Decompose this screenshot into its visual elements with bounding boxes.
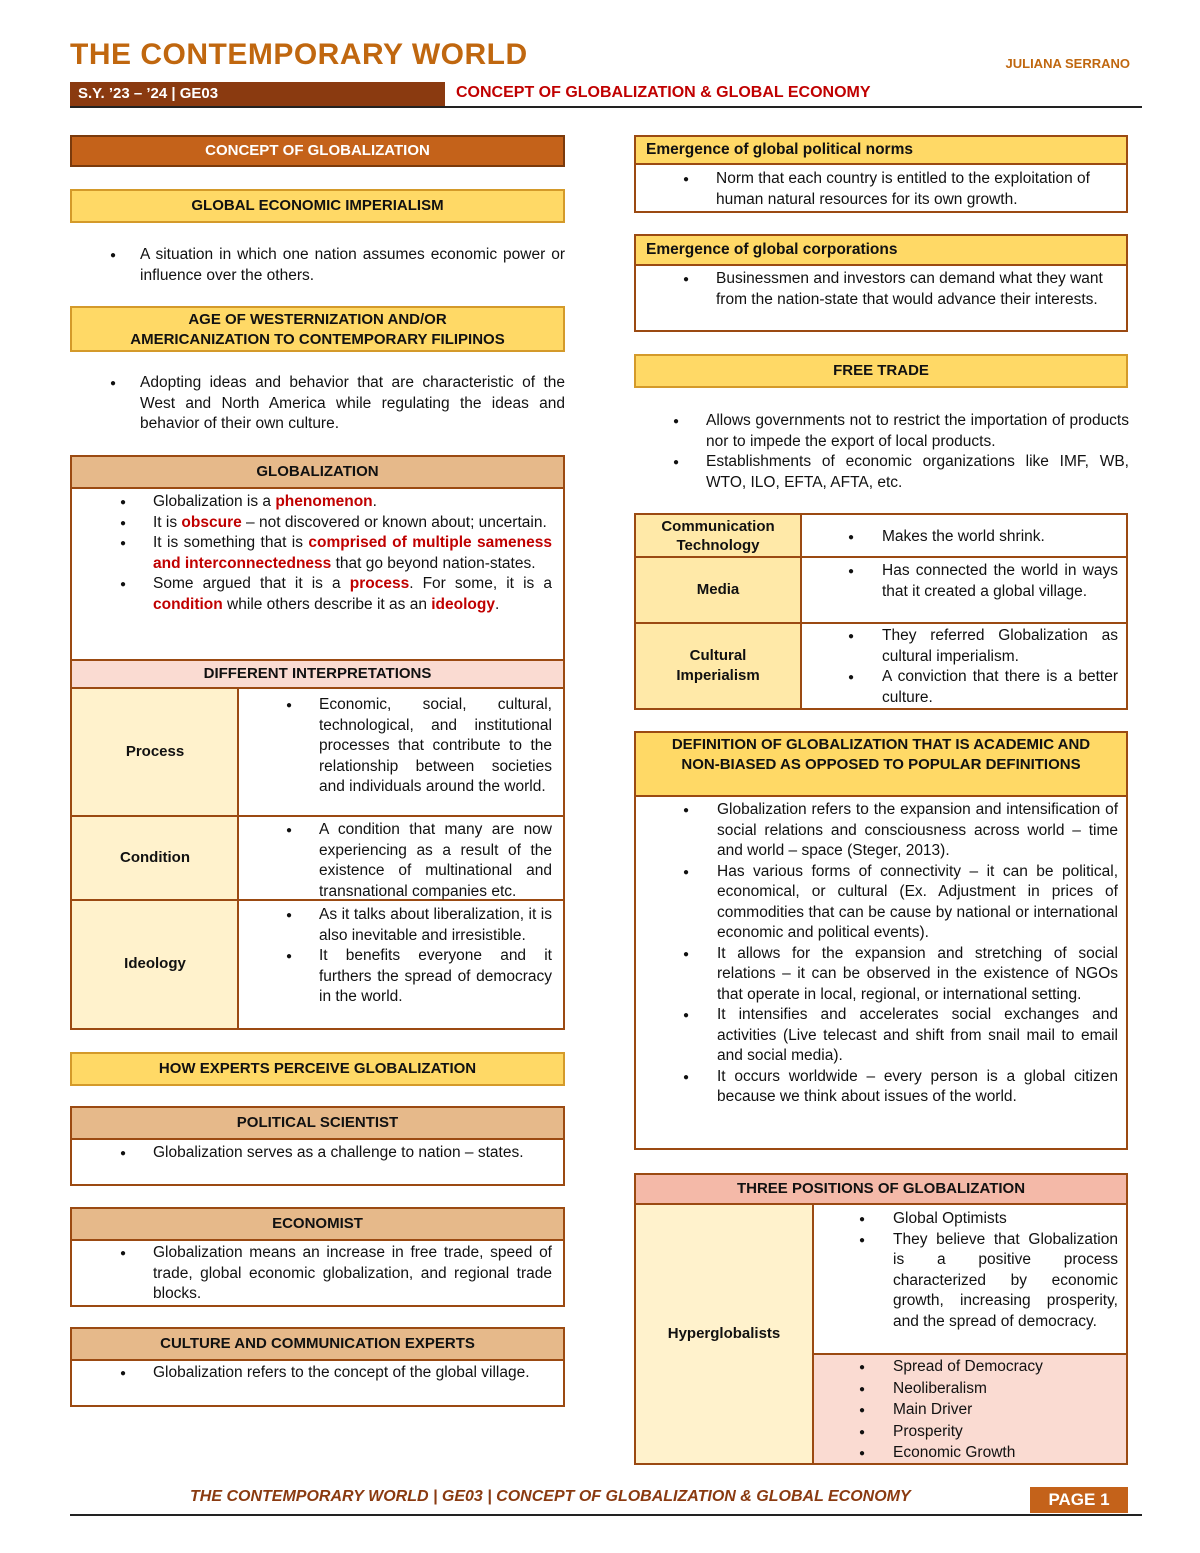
list-item <box>859 1230 1118 1333</box>
list-item <box>859 1399 1118 1421</box>
gei-bullet: A situation in which one nation assumes economic power or influence over the others. <box>140 246 565 284</box>
list-item <box>683 1067 1118 1108</box>
condition-label: Condition <box>120 849 190 866</box>
hyperglobalists-label: Hyperglobalists <box>667 1325 781 1342</box>
list-item <box>848 667 1118 708</box>
position-text: They believe that Globalization is a positive process characterized by economic growth, increasing prosperity, and the spread of democracy. <box>893 1230 1118 1330</box>
econ-header: ECONOMIST <box>70 1207 565 1241</box>
list-item <box>110 245 565 286</box>
experts-header: HOW EXPERTS PERCEIVE GLOBALIZATION <box>70 1052 565 1086</box>
free-trade-header: FREE TRADE <box>634 354 1128 388</box>
list-item <box>859 1421 1118 1443</box>
list-item <box>859 1442 1118 1464</box>
ideology-list <box>286 905 552 1008</box>
culture-text: Globalization refers to the concept of the global village. <box>153 1364 530 1381</box>
list-item <box>859 1209 1118 1230</box>
age-header-line-1: AGE OF WESTERNIZATION AND/OR <box>188 311 447 328</box>
highlight-text: obscure <box>181 513 242 531</box>
divider <box>800 515 802 708</box>
definition-text: Has various forms of connectivity – it can be political, economical, or cultural (Ex. Adjustment in prices of commodities that can be cause by national or international economic and political events). <box>717 862 1118 941</box>
page-number: PAGE 1 <box>1030 1487 1128 1513</box>
age-header <box>70 306 565 352</box>
list-item <box>683 862 1118 944</box>
list-item <box>286 946 552 1008</box>
positions-main-list <box>859 1209 1118 1332</box>
header-divider <box>70 106 1142 108</box>
definition-text: It occurs worldwide – every person is a global citizen because we think about issues of the world. <box>717 1067 1118 1105</box>
page-title: THE CONTEMPORARY WORLD <box>70 38 528 71</box>
ideology-label: Ideology <box>124 955 186 972</box>
globalization-header: GLOBALIZATION <box>70 455 565 489</box>
text-part: – not discovered or known about; uncertain. <box>241 513 547 531</box>
ci-label-line: Cultural <box>689 647 747 664</box>
free-trade-list <box>673 411 1129 493</box>
age-bullet: Adopting ideas and behavior that are characteristic of the West and North America while regulating the ideas and behavior of their own culture. <box>140 374 565 432</box>
highlight-text: condition <box>153 595 223 613</box>
comm-text: Makes the world shrink. <box>882 528 1045 545</box>
footer-text: THE CONTEMPORARY WORLD | GE03 | CONCEPT OF GLOBALIZATION & GLOBAL ECONOMY <box>190 1488 911 1505</box>
list-item <box>848 561 1118 602</box>
list-item <box>859 1378 1118 1400</box>
ci-label-line: Imperialism <box>676 667 760 684</box>
text-part: It is something that is <box>153 534 309 551</box>
polsci-text: Globalization serves as a challenge to nation – states. <box>153 1144 524 1161</box>
norms-list <box>683 169 1118 210</box>
norms-text: Norm that each country is entitled to the exploitation of human natural resources for its own growth. <box>716 170 1090 208</box>
text-part: while others describe it as an <box>222 595 432 613</box>
list-item <box>683 169 1118 210</box>
comm-label-line: Communication <box>661 518 775 535</box>
comm-list <box>848 527 1118 548</box>
definition-header: DEFINITION OF GLOBALIZATION THAT IS ACADEMIC AND NON-BIASED AS OPPOSED TO POPULAR DEFINITIONS <box>636 733 1126 797</box>
ci-text: They referred Globalization as cultural imperialism. <box>882 627 1118 665</box>
process-text: Economic, social, cultural, technological, and institutional processes that contribute to the relationship between societies and individuals around the world. <box>319 696 552 795</box>
author-name: JULIANA SERRANO <box>1005 56 1130 71</box>
globalization-list <box>120 492 552 615</box>
definition-text: It intensifies and accelerates social exchanges and activities (Live telecast and shift from snail mail to email and social media). <box>717 1006 1118 1064</box>
position-item: Prosperity <box>893 1422 963 1440</box>
age-header-line-2: AMERICANIZATION TO CONTEMPORARY FILIPINOS <box>130 331 505 348</box>
gei-header: GLOBAL ECONOMIC IMPERIALISM <box>70 189 565 223</box>
list-item <box>683 269 1118 310</box>
list-item <box>286 820 552 902</box>
process-label: Process <box>125 743 185 760</box>
text-part: Globalization is a <box>153 493 276 510</box>
definition-text: It allows for the expansion and stretching of social relations – it can be observed in the existence of NGOs that operate in local, regional, or international setting. <box>717 944 1118 1003</box>
condition-text: A condition that many are now experiencing as a result of the existence of multinational and transnational companies etc. <box>319 821 552 900</box>
ci-text: A conviction that there is a better culture. <box>882 668 1118 706</box>
list-item <box>120 1363 552 1384</box>
highlight-text: phenomenon <box>275 493 373 510</box>
position-item: Neoliberalism <box>893 1379 987 1397</box>
polsci-header: POLITICAL SCIENTIST <box>70 1106 565 1140</box>
concept-header: CONCEPT OF GLOBALIZATION <box>70 135 565 167</box>
footer-divider <box>70 1514 1142 1516</box>
age-list <box>110 373 565 435</box>
ci-label <box>636 646 800 686</box>
corp-text: Businessmen and investors can demand what they want from the nation-state that would advance their interests. <box>716 270 1103 308</box>
positions-sub-list <box>859 1356 1118 1464</box>
list-item <box>120 574 552 615</box>
list-item <box>120 1143 552 1164</box>
position-item: Main Driver <box>893 1401 973 1418</box>
list-item <box>673 452 1129 493</box>
text-part: that go beyond nation-states. <box>331 554 536 572</box>
ideology-text: As it talks about liberalization, it is also inevitable and irresistible. <box>319 906 552 944</box>
ideology-text: It benefits everyone and it furthers the spread of democracy in the world. <box>319 947 552 1005</box>
free-trade-text: Establishments of economic organizations like IMF, WB, WTO, ILO, EFTA, AFTA, etc. <box>706 453 1129 491</box>
corp-header: Emergence of global corporations <box>636 236 1126 266</box>
list-item <box>848 527 1118 548</box>
polsci-list <box>120 1143 552 1164</box>
norms-header: Emergence of global political norms <box>636 137 1126 165</box>
position-text: Global Optimists <box>893 1210 1007 1227</box>
list-item <box>848 626 1118 667</box>
culture-list <box>120 1363 552 1384</box>
media-text: Has connected the world in ways that it created a global village. <box>882 562 1118 600</box>
econ-list <box>120 1243 552 1305</box>
list-item <box>120 492 552 513</box>
divider <box>72 815 563 817</box>
corp-list <box>683 269 1118 310</box>
list-item <box>859 1356 1118 1378</box>
ci-list <box>848 626 1118 708</box>
text-part: Some argued that it is a <box>153 575 350 592</box>
list-item <box>120 533 552 574</box>
position-item: Spread of Democracy <box>893 1358 1043 1375</box>
definition-list <box>683 800 1118 1108</box>
list-item <box>683 944 1118 1006</box>
list-item <box>120 513 552 534</box>
list-item <box>110 373 565 435</box>
comm-label-line: Technology <box>676 537 760 554</box>
divider <box>636 622 1126 624</box>
media-label: Media <box>696 581 740 598</box>
process-list <box>286 695 552 798</box>
list-item <box>673 411 1129 452</box>
list-item <box>120 1243 552 1305</box>
page-subtitle: CONCEPT OF GLOBALIZATION & GLOBAL ECONOMY <box>456 84 871 101</box>
comm-label <box>636 517 800 555</box>
text-part: . For some, it is a <box>409 575 552 592</box>
highlight-text: ideology <box>431 595 495 613</box>
school-year-bar: S.Y. ’23 – ’24 | GE03 <box>70 82 445 106</box>
econ-text: Globalization means an increase in free trade, speed of trade, global economic globalization, and regional trade blocks. <box>153 1244 552 1302</box>
list-item <box>683 1005 1118 1067</box>
definition-text: Globalization refers to the expansion and intensification of social relations and consciousness across world – time and world – space (Steger, 2013). <box>717 801 1118 859</box>
culture-header: CULTURE AND COMMUNICATION EXPERTS <box>70 1327 565 1361</box>
text-part: . <box>372 493 377 510</box>
highlight-text: comprised of multiple sameness and interconnectedness <box>153 534 553 572</box>
highlight-text: process <box>349 575 410 592</box>
text-part: . <box>494 595 500 613</box>
divider <box>636 556 1126 558</box>
list-item <box>683 800 1118 862</box>
condition-list <box>286 820 552 902</box>
interpretations-header: DIFFERENT INTERPRETATIONS <box>72 659 563 689</box>
list-item <box>286 695 552 798</box>
position-item: Economic Growth <box>893 1444 1016 1461</box>
positions-header: THREE POSITIONS OF GLOBALIZATION <box>636 1175 1126 1205</box>
free-trade-text: Allows governments not to restrict the importation of products nor to impede the export of local products. <box>706 412 1129 450</box>
list-item <box>286 905 552 946</box>
media-list <box>848 561 1118 602</box>
gei-list <box>110 245 565 286</box>
text-part: It is <box>153 513 182 531</box>
